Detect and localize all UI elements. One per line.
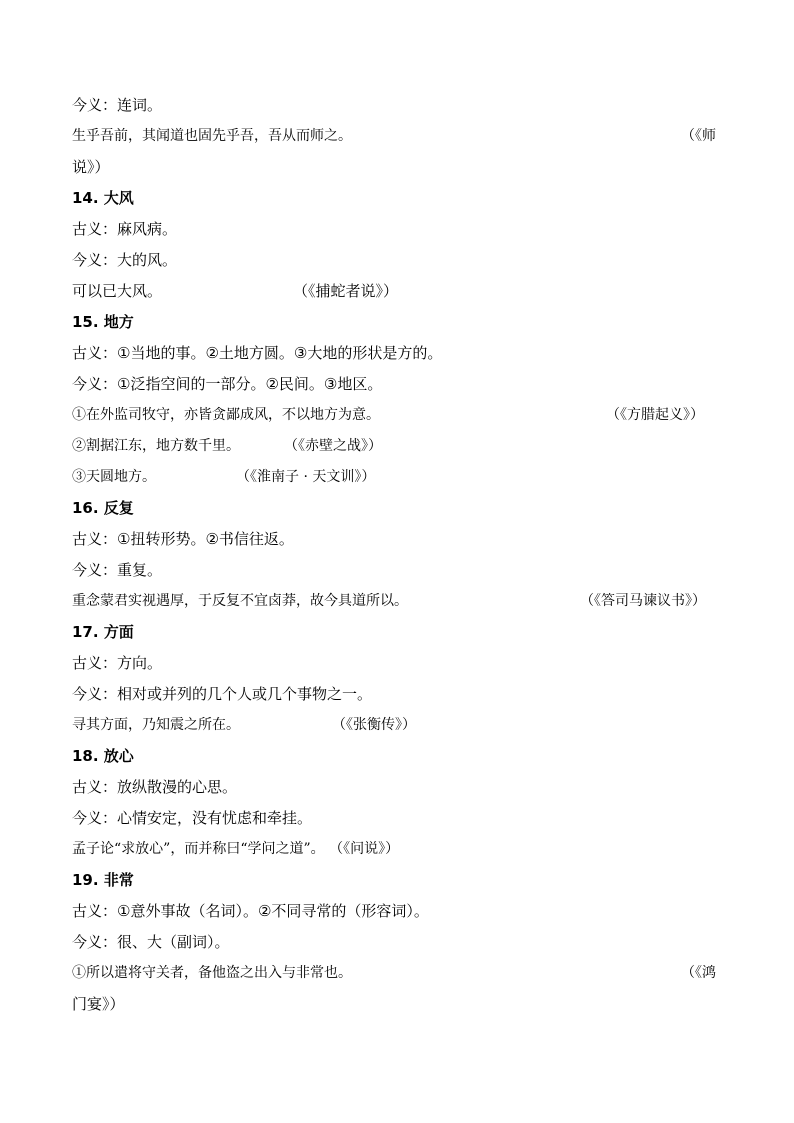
- example-source-continued: 门宴》）: [72, 995, 125, 1013]
- example-quote: [72, 591, 724, 611]
- example-source: （《方腊起义》）: [606, 407, 704, 423]
- entry-heading: 18. 放心: [72, 747, 134, 765]
- example-source: （《鸿: [681, 965, 716, 981]
- entry-heading: 15. 地方: [72, 313, 134, 331]
- example-text: 寻其方面，乃知震之所在。: [72, 717, 240, 733]
- example-source: （《赤壁之战》）: [284, 438, 382, 454]
- modern-meaning: 今义：连词。: [72, 96, 163, 114]
- example-quote: [72, 126, 724, 146]
- example-text: ①在外监司牧守，亦皆贪鄙成风，不以地方为意。: [72, 407, 380, 423]
- ancient-meaning: 古义：放纵散漫的心思。: [72, 778, 238, 796]
- ancient-meaning: 古义：①当地的事。②土地方圆。③大地的形状是方的。: [72, 344, 443, 362]
- ancient-meaning: 古义：①扭转形势。②书信往返。: [72, 530, 294, 548]
- example-quote: [72, 715, 724, 735]
- example-source: （《淮南子 · 天文训》）: [236, 469, 376, 485]
- modern-meaning: 今义：①泛指空间的一部分。②民间。③地区。: [72, 375, 383, 393]
- example-quote: [72, 839, 724, 859]
- modern-meaning: 今义：心情安定，没有忧虑和牵挂。: [72, 809, 313, 827]
- entry-heading: 16. 反复: [72, 499, 134, 517]
- example-text: 生乎吾前，其闻道也固先乎吾，吾从而师之。: [72, 128, 352, 144]
- modern-meaning: 今义：相对或并列的几个人或几个事物之一。: [72, 685, 373, 703]
- example-text: ③天圆地方。: [72, 469, 156, 485]
- example-text: 重念蒙君实视遇厚，于反复不宜卤莽，故今具道所以。: [72, 593, 408, 609]
- entry-heading: 19. 非常: [72, 871, 134, 889]
- example-text: 可以已大风。: [72, 282, 163, 300]
- modern-meaning: 今义：重复。: [72, 561, 163, 579]
- example-source: （《问说》）: [329, 841, 400, 857]
- ancient-meaning: 古义：方向。: [72, 654, 163, 672]
- example-quote: [72, 405, 724, 425]
- example-source: （《师: [681, 128, 716, 144]
- example-quote: [72, 963, 724, 983]
- example-source: （《答司马谏议书》）: [580, 593, 706, 609]
- example-text: 孟子论“求放心”，而并称曰“学问之道”。: [72, 841, 325, 857]
- example-quote: [72, 467, 724, 487]
- modern-meaning: 今义：大的风。: [72, 251, 178, 269]
- entry-heading: 14. 大风: [72, 189, 134, 207]
- example-source-continued: 说》）: [72, 158, 110, 176]
- ancient-meaning: 古义：①意外事故（名词）。②不同寻常的（形容词）。: [72, 902, 429, 920]
- example-text: ①所以遣将守关者，备他盗之出入与非常也。: [72, 965, 352, 981]
- modern-meaning: 今义：很、大（副词）。: [72, 933, 230, 951]
- ancient-meaning: 古义：麻风病。: [72, 220, 178, 238]
- example-source: （《捕蛇者说》）: [293, 282, 399, 300]
- entry-heading: 17. 方面: [72, 623, 134, 641]
- example-text: ②割据江东，地方数千里。: [72, 438, 240, 454]
- example-quote: [72, 281, 724, 301]
- example-source: （《张衡传》）: [332, 717, 416, 733]
- example-quote: [72, 436, 724, 456]
